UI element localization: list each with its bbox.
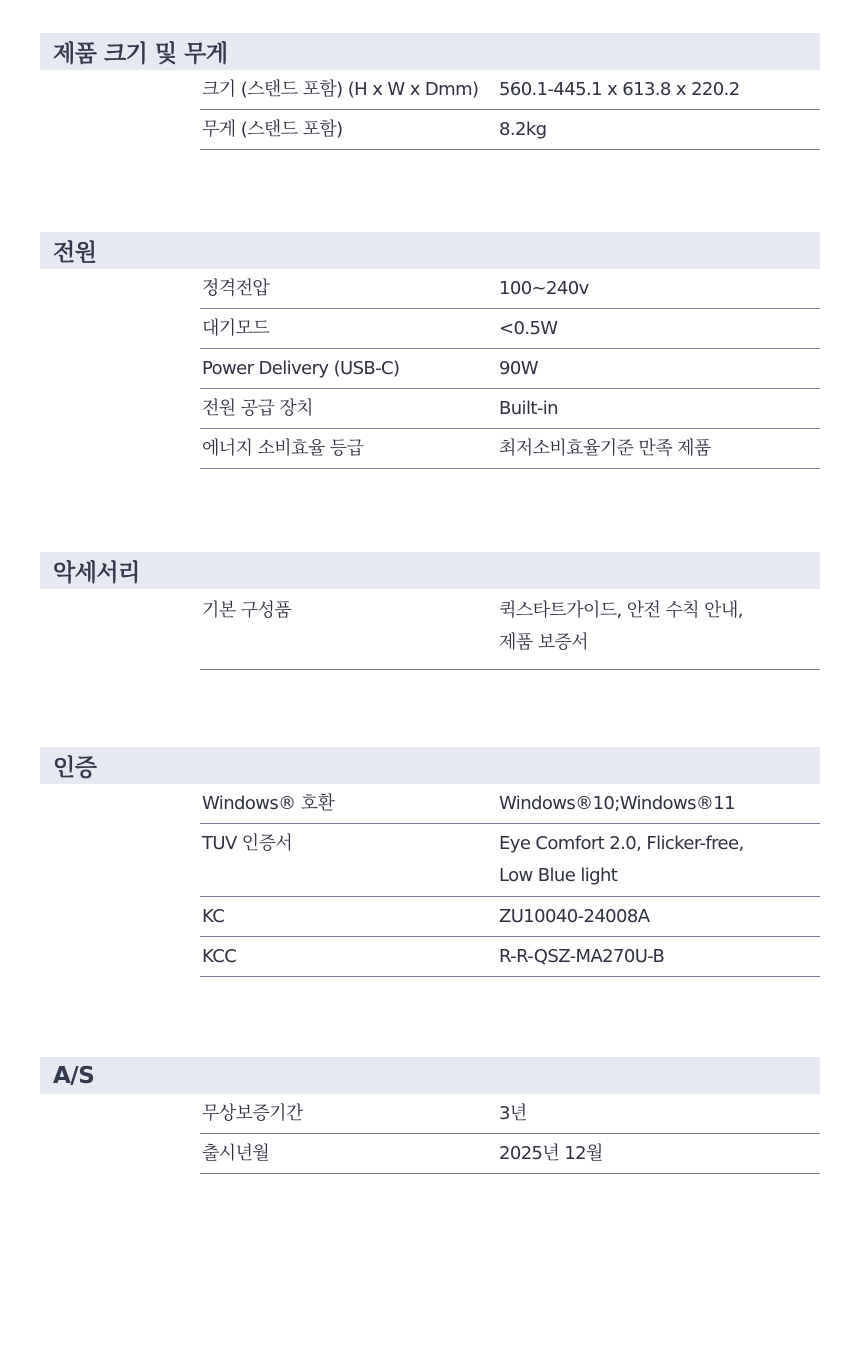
spec-row-kc bbox=[200, 897, 820, 937]
spec-value bbox=[499, 309, 820, 349]
spec-row-rated-voltage bbox=[200, 269, 820, 309]
spec-value bbox=[499, 1094, 820, 1134]
spec-value bbox=[499, 937, 820, 977]
spec-label: Power Delivery (USB-C) bbox=[202, 357, 400, 379]
spec-row-windows bbox=[200, 784, 820, 824]
spec-value bbox=[499, 828, 820, 892]
section-title: 악세서리 bbox=[53, 560, 140, 586]
section-certification bbox=[40, 747, 820, 977]
spec-value-line: 90W bbox=[499, 357, 538, 379]
spec-value bbox=[499, 349, 820, 389]
spec-rows bbox=[200, 269, 820, 469]
spec-rows bbox=[200, 589, 820, 670]
spec-value bbox=[499, 595, 820, 659]
spec-label: 무게 (스탠드 포함) bbox=[202, 118, 343, 140]
spec-value bbox=[499, 1134, 820, 1174]
section-header bbox=[40, 232, 820, 269]
spec-value bbox=[499, 110, 820, 150]
spec-value-line: 2025년 12월 bbox=[499, 1142, 603, 1164]
spec-rows bbox=[200, 1094, 820, 1174]
section-size-weight bbox=[40, 33, 820, 150]
spec-value-line: 8.2kg bbox=[499, 118, 547, 140]
section-after-service bbox=[40, 1057, 820, 1174]
section-power bbox=[40, 232, 820, 469]
spec-value-line: 100~240v bbox=[499, 277, 589, 299]
spec-label: KC bbox=[202, 905, 225, 927]
spec-value-line: 3년 bbox=[499, 1102, 527, 1124]
spec-label: TUV 인증서 bbox=[202, 833, 293, 854]
spec-row-tuv bbox=[200, 824, 820, 897]
spec-value bbox=[499, 429, 820, 469]
spec-value-line: <0.5W bbox=[499, 317, 558, 339]
spec-row-weight bbox=[200, 110, 820, 150]
spec-label: 기본 구성품 bbox=[202, 600, 292, 621]
spec-value bbox=[499, 269, 820, 309]
spec-row-size bbox=[200, 70, 820, 110]
spec-value bbox=[499, 784, 820, 824]
spec-label: 대기모드 bbox=[202, 317, 270, 339]
section-title: A/S bbox=[53, 1062, 95, 1089]
spec-row-kcc bbox=[200, 937, 820, 977]
spec-value-line: 퀵스타트가이드, 안전 수칙 안내, bbox=[499, 600, 743, 621]
spec-label: 무상보증기간 bbox=[202, 1102, 303, 1124]
spec-rows bbox=[200, 70, 820, 150]
section-accessories bbox=[40, 552, 820, 670]
section-header bbox=[40, 33, 820, 70]
spec-value-line: 제품 보증서 bbox=[499, 632, 589, 653]
section-title: 전원 bbox=[53, 240, 97, 266]
spec-value-line: 최저소비효율기준 만족 제품 bbox=[499, 437, 711, 459]
spec-rows bbox=[200, 784, 820, 977]
spec-value-line: Windows®10;Windows®11 bbox=[499, 792, 735, 814]
section-header bbox=[40, 552, 820, 589]
spec-row-warranty bbox=[200, 1094, 820, 1134]
spec-row-power-supply bbox=[200, 389, 820, 429]
spec-value-line: Eye Comfort 2.0, Flicker-free, bbox=[499, 833, 744, 854]
section-title: 제품 크기 및 무게 bbox=[53, 41, 228, 67]
section-title: 인증 bbox=[53, 755, 97, 781]
spec-label: 크기 (스탠드 포함) (H x W x Dmm) bbox=[202, 78, 479, 100]
spec-label: 에너지 소비효율 등급 bbox=[202, 437, 364, 459]
spec-label: 정격전압 bbox=[202, 277, 270, 299]
spec-row-release-date bbox=[200, 1134, 820, 1174]
section-header bbox=[40, 1057, 820, 1094]
section-header bbox=[40, 747, 820, 784]
spec-value-line: Low Blue light bbox=[499, 865, 618, 886]
spec-row-energy-grade bbox=[200, 429, 820, 469]
spec-label: Windows® 호환 bbox=[202, 792, 335, 814]
spec-value-line: Built-in bbox=[499, 397, 558, 419]
spec-label: 출시년월 bbox=[202, 1142, 270, 1164]
spec-value-line: 560.1-445.1 x 613.8 x 220.2 bbox=[499, 78, 740, 100]
spec-value-line: ZU10040-24008A bbox=[499, 905, 650, 927]
spec-value-line: R-R-QSZ-MA270U-B bbox=[499, 945, 665, 967]
spec-label: KCC bbox=[202, 945, 237, 967]
spec-value bbox=[499, 897, 820, 937]
spec-label: 전원 공급 장치 bbox=[202, 397, 313, 419]
spec-value bbox=[499, 70, 820, 110]
spec-row-standby bbox=[200, 309, 820, 349]
spec-row-power-delivery bbox=[200, 349, 820, 389]
spec-row-included bbox=[200, 589, 820, 670]
spec-value bbox=[499, 389, 820, 429]
